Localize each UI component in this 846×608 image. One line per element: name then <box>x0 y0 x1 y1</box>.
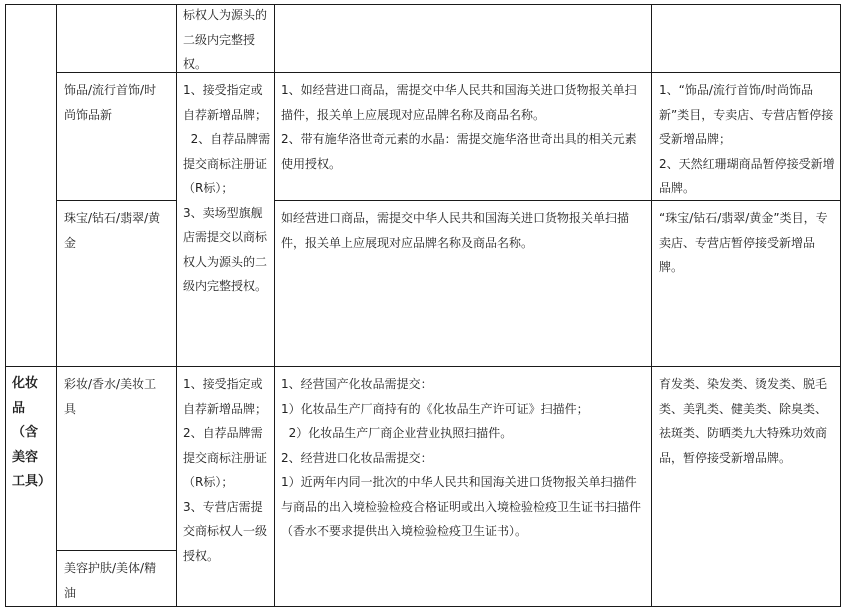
qualification-cell: 标权人为源头的二级内完整授权。 <box>183 8 268 71</box>
table-border-left <box>5 4 6 607</box>
column-divider <box>651 4 652 607</box>
category-cell: 珠宝/钻石/翡翠/黄金 <box>64 211 161 250</box>
table-border-bottom <box>5 606 841 607</box>
qualification-cell: 1、接受指定或自荐新增品牌； 2、自荐品牌需提交商标注册证（R标）； 3、专营店需提交商标权人一级授权。 <box>183 377 268 563</box>
category-cell: 饰品/流行首饰/时尚饰品新 <box>64 83 157 122</box>
requirement-cell: 1、如经营进口商品，需提交中华人民共和国海关进口货物报关单扫描件，报关单上应展现对应品牌名称及商品名称。 2、带有施华洛世奇元素的水晶：需提交施华洛世奇出具的相关元素使用授权。 <box>281 83 637 171</box>
note-cell: “珠宝/钻石/翡翠/黄金”类目，专卖店、专营店暂停接受新增品牌。 <box>659 211 828 274</box>
row-divider <box>5 366 841 367</box>
requirement-cell: 1、经营国产化妆品需提交： 1）化妆品生产厂商持有的《化妆品生产许可证》扫描件； 2）化妆品生产厂商企业营业执照扫描件。 2、经营进口化妆品需提交： 1）近两年内同一批次的中华人民共和国海关进口货物报关单扫描件与商品的出入境检验检疫合格证明或出入境检验检疫卫生证书扫描件（香水不要求提供出入境检验检疫卫生证书）。 <box>281 377 642 538</box>
row-divider <box>57 550 177 551</box>
category-cell: 彩妆/香水/美妆工具 <box>64 377 157 416</box>
column-divider <box>274 4 275 607</box>
table-border-right <box>840 4 841 607</box>
note-cell: 1、“饰品/流行首饰/时尚饰品新”类目，专卖店、专营店暂停接受新增品牌； 2、天然红珊瑚商品暂停接受新增品牌。 <box>659 83 835 195</box>
note-cell: 育发类、染发类、烫发类、脱毛类、美乳类、健美类、除臭类、祛斑类、防晒类九大特殊功效商品，暂停接受新增品牌。 <box>659 377 828 465</box>
column-divider <box>56 4 57 607</box>
column-divider <box>176 4 177 607</box>
qualification-cell: 1、接受指定或自荐新增品牌； 2、自荐品牌需提交商标注册证（R标）； 3、卖场型旗舰店需提交以商标权人为源头的二级内完整授权。 <box>183 83 271 293</box>
row-divider <box>57 200 177 201</box>
category-cell: 美容护肤/美体/精油 <box>64 561 157 600</box>
main-category-cell: 化妆品（含美容工具） <box>12 376 52 489</box>
row-divider <box>57 72 841 73</box>
table-border-top <box>5 4 841 5</box>
requirement-cell: 如经营进口商品，需提交中华人民共和国海关进口货物报关单扫描件，报关单上应展现对应品牌名称及商品名称。 <box>281 211 630 250</box>
